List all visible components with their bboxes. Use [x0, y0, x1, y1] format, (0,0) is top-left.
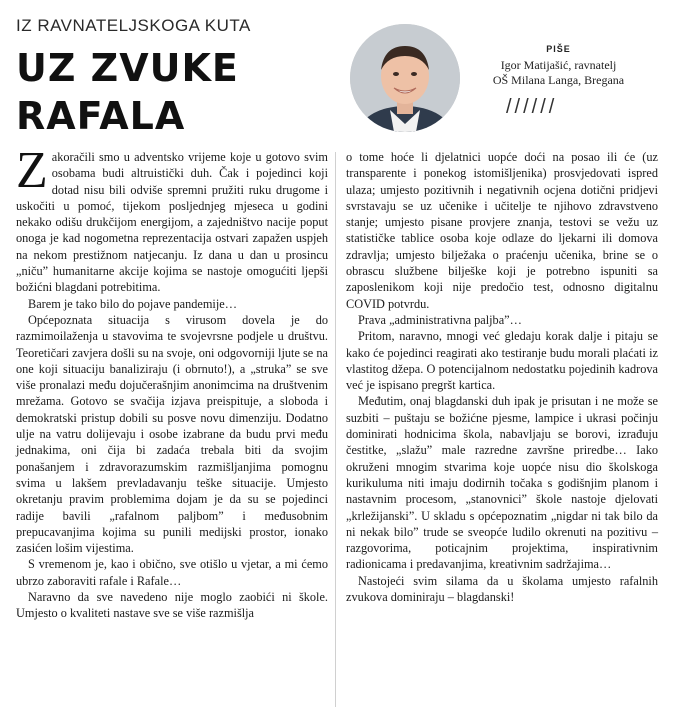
paragraph: Općepoznata situacija s virusom dovela je do razmimoilaženja u stavovima te svojevrsne podjele u društvu. Teoretičari zavjera došli su na svoje, oni odgovorniji ljute se na one koji situaciju banaliziraju (i obrnuto!), a „struka” se sve više pronalazi među dojučerašnjim anonimcima na društvenim mrežama. Gotovo se svačija izjava preispituje, a sloboda i demokratski pristup dobili su posve novu dimenziju. Dodatno ulje na vatru dolijevaju i osobe izabrane da budu prvi među jednakima, oni čija bi zadaća trebala biti da svojim ponašanjem i zdravorazumskim razmišljanjima pomognu svima u lakšem prevladavanju teške situacije. Umjesto okretanju pravim problemima dojam je da su se pojedinci radije bavili „rafalnom paljbom” i međusobnim prepucavanjima kojima su punili medijski prostor, ionako zasićen lošim vijestima. — [16, 312, 328, 556]
author-byline — [466, 42, 651, 88]
paragraph — [16, 142, 328, 296]
paragraph: Naravno da sve navedeno nije moglo zaobići ni škole. Umjesto o kvaliteti nastave sve se više razmišlja — [16, 590, 328, 621]
paragraph-text: akoračili smo u adventsko vrijeme koje u gotovo svim osobama budi altruistički duh. Čak i pojedinci koji dotad nisu bili odviše spremni pružiti ruku drugome i uskočiti u pomoć, tijekom posljednjeg mjeseca u godini nekako odišu drukčijom energijom, a zajedništvo nacije poput onoga je kad nogometna reprezentacija ostvari zapažen uspjeh na nekom prestižnom natjecanju. Iz dana u dan u prosincu „niču” humanitarne akcije kojima se nastoje omogućiti ljepši božićni blagdani potrebitima. — [16, 150, 328, 295]
paragraph: Međutim, onaj blagdanski duh ipak je prisutan i ne može se suzbiti – puštaju se božićne pjesme, lampice i ukrasi počinju dominirati hodnicima škola, nabavljaju se borovi, izrađuju čestitke, „slažu” male razredne završne priredbe… Iako okruženi mnogim stvarima koje uopće nisu dio školskoga kurikuluma niti imaju dodirnih točaka s godišnjim planom i nastavnim procesom, „stanovnici” škole nastoje djelovati „krležijanski”. U skladu s općepoznatim „nigdar ni tak bilo da ni nekak bilo” trude se sveopće ludilo okrenuti na pozitivu – razgovorima, poticajnim projektima, inspirativnim radionicama i predavanjima, kreativnim sadržajima… — [346, 394, 658, 572]
paragraph: Nastojeći svim silama da u školama umjesto rafalnih zvukova dominiraju – blagdanski! — [346, 573, 658, 605]
paragraph: o tome hoće li djelatnici uopće doći na posao ili će (uz transparente i ponekog istomišljenika) prosvjedovati ispred ulaza; umjesto pozitivnih i negativnih ocjena dotični pridjevi svrstavaju se uz učenike i učitelje te njihovo zdravstveno stanje; umjesto pisane provjere znanja, testovi se vežu uz statističke tablice osoba koje odlaze do ljekarni ili domova zdravlja; umjesto bilježaka o praćenju učenika, brine se o obrascu službene bilješke koji je potrebno ispuniti sa zaposlenikom koji nije predočio test, odnosno digitalnu COVID potvrdu. — [346, 150, 658, 311]
paragraph: Pritom, naravno, mnogi već gledaju korak dalje i pitaju se kako će pojedinci reagirati ako testiranje budu morali plaćati iz vlastitog džepa. O potencijalnom nedostatku pojedinih kadrova već je ispisano pregršt kartica. — [346, 329, 658, 393]
article-column-left — [16, 142, 328, 622]
paragraph: Prava „administrativna paljba”… — [358, 312, 522, 327]
drop-cap: Z — [16, 142, 48, 199]
title-line-1: UZ ZVUKE — [16, 46, 239, 90]
paragraph: Barem je tako bilo do pojave pandemije… — [28, 296, 237, 311]
article-title — [16, 44, 316, 140]
decorative-slashes: ////// — [506, 96, 558, 118]
section-kicker: IZ RAVNATELJSKOGA KUTA — [16, 16, 251, 35]
title-line-2: RAFALA — [16, 94, 186, 138]
author-name: Igor Matijašić, ravnatelj — [500, 58, 617, 72]
author-photo — [350, 24, 460, 132]
author-label: PIŠE — [546, 44, 571, 54]
paragraph: S vremenom je, kao i obično, sve otišlo u vjetar, a mi ćemo ubrzo zaboraviti rafale i Rafale… — [16, 557, 328, 588]
column-divider — [335, 152, 336, 707]
author-portrait-illustration — [350, 24, 460, 132]
article-column-right — [346, 149, 658, 605]
author-school: OŠ Milana Langa, Bregana — [492, 73, 625, 87]
